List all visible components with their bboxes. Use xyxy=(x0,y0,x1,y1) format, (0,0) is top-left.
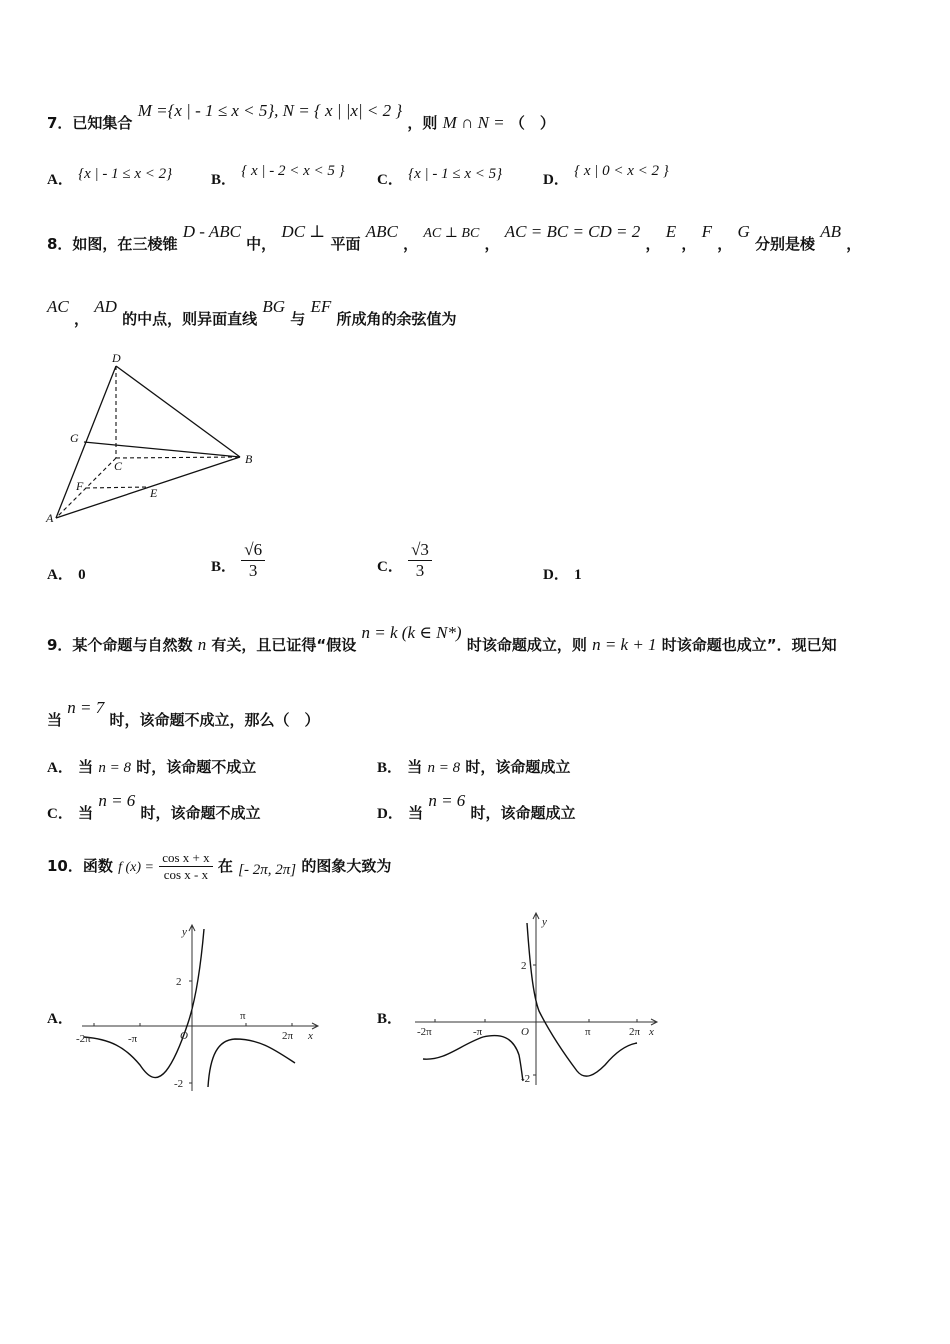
q7-option-a[interactable] xyxy=(47,168,172,189)
q10-fx: f (x) = xyxy=(118,860,154,875)
q8-tail: 所成角的余弦值为 xyxy=(336,310,457,328)
q9-next: n = k + 1 xyxy=(592,635,657,654)
q8-option-b[interactable] xyxy=(211,540,265,581)
tick-label-neg2: -2 xyxy=(174,1078,184,1090)
option-label: A． xyxy=(47,567,73,583)
option-text: {x | - 1 ≤ x < 5} xyxy=(408,166,503,182)
option-text: { x | - 2 < x < 5 } xyxy=(241,163,345,179)
segment-gb xyxy=(84,442,240,457)
option-text: 0 xyxy=(78,567,86,583)
tick-label-neg2: -2 xyxy=(521,1073,531,1085)
label-a: A xyxy=(46,511,54,525)
option-label: D． xyxy=(543,567,569,583)
option-math: n = 6 xyxy=(98,791,136,810)
option-pre: 当 xyxy=(78,758,94,776)
q8-pyramid-figure xyxy=(40,348,270,533)
comma: ， xyxy=(846,235,862,253)
option-fraction xyxy=(408,540,432,581)
option-label: B． xyxy=(211,559,237,575)
fraction-denominator: cos x - x xyxy=(163,867,209,882)
fraction-numerator: cos x + x xyxy=(159,850,212,867)
q8-bg: BG xyxy=(262,297,286,316)
option-pre: 当 xyxy=(408,804,424,822)
q7-then: ，则 xyxy=(407,114,438,132)
q9-option-c[interactable] xyxy=(47,791,261,823)
q9-option-a[interactable] xyxy=(47,756,256,777)
curve-branch-left xyxy=(423,1036,523,1081)
comma: ， xyxy=(645,235,661,253)
option-label: C． xyxy=(377,559,403,575)
option-fraction xyxy=(241,540,265,581)
q8-f: F xyxy=(701,222,713,241)
axis-label-x: x xyxy=(308,1030,313,1042)
comma: ， xyxy=(403,235,419,253)
option-label: A． xyxy=(47,760,73,776)
axis-label-y: y xyxy=(542,916,547,928)
q8-pingmian: 平面 xyxy=(330,235,361,253)
tick-label-neg-2pi: -2π xyxy=(76,1033,91,1045)
q8-dc-perp: DC ⊥ xyxy=(281,222,326,241)
q10-option-a[interactable] xyxy=(47,1007,73,1028)
label-c: C xyxy=(114,459,123,473)
q7-blank: （ ） xyxy=(509,114,555,132)
option-pre: 当 xyxy=(78,804,94,822)
tick-label-2: 2 xyxy=(176,976,182,988)
q7-stem-line xyxy=(47,101,555,133)
q9-part5: 时，该命题不成立，那么（ ） xyxy=(109,711,320,729)
q10-stem-line xyxy=(47,850,391,883)
q9-part2: 有关，且已证得“假设 xyxy=(211,636,357,654)
option-text: {x | - 1 ≤ x < 2} xyxy=(78,166,173,182)
option-label: B． xyxy=(211,172,237,188)
comma: ， xyxy=(717,235,733,253)
option-label: D． xyxy=(543,172,569,188)
label-f: F xyxy=(76,479,84,493)
q7-expr: M ∩ N = xyxy=(442,113,505,132)
q8-fenbie: 分别是棱 xyxy=(755,235,816,253)
option-post: 时，该命题不成立 xyxy=(140,804,261,822)
comma: ， xyxy=(484,235,500,253)
option-label: A． xyxy=(47,1011,73,1027)
option-label: B． xyxy=(377,1011,403,1027)
comma: ， xyxy=(681,235,697,253)
fraction-numerator: √6 xyxy=(241,540,265,561)
q8-ac-perp-bc: AC ⊥ BC xyxy=(423,226,480,241)
q10-tail: 的图象大致为 xyxy=(301,857,392,875)
option-label: D． xyxy=(377,806,403,822)
tick-label-2pi: 2π xyxy=(282,1030,294,1042)
q8-option-d[interactable] xyxy=(543,563,582,584)
option-label: B． xyxy=(377,760,403,776)
tick-label-2pi: 2π xyxy=(629,1026,641,1038)
tick-label-pi: π xyxy=(240,1010,246,1022)
edge-ab xyxy=(56,457,240,518)
comma: ， xyxy=(73,310,89,328)
q8-ac: AC xyxy=(47,297,69,316)
tick-label-pi: π xyxy=(585,1026,591,1038)
q8-zhong: 中， xyxy=(246,235,277,253)
q8-abc: ABC xyxy=(365,222,398,241)
q8-g: G xyxy=(737,222,750,241)
q8-option-c[interactable] xyxy=(377,540,432,581)
option-label: A． xyxy=(47,172,73,188)
option-math: n = 8 xyxy=(427,760,461,776)
q10-option-b[interactable] xyxy=(377,1007,402,1028)
label-e: E xyxy=(150,486,158,500)
q9-part4: 时该命题也成立”．现已知 xyxy=(661,636,837,654)
fraction-denominator: 3 xyxy=(415,561,425,580)
fraction-denominator: 3 xyxy=(248,561,258,580)
q8-ab: AB xyxy=(820,222,842,241)
q9-stem-line xyxy=(47,623,837,655)
q10-interval: [- 2π, 2π] xyxy=(238,862,297,878)
option-post: 时，该命题成立 xyxy=(470,804,576,822)
option-math: n = 6 xyxy=(428,791,466,810)
q10-zai: 在 xyxy=(217,857,233,875)
edge-cb xyxy=(116,457,240,458)
q9-stem-line2 xyxy=(47,698,320,730)
label-b: B xyxy=(245,452,253,466)
origin-label: O xyxy=(521,1026,529,1038)
fraction-numerator: √3 xyxy=(408,540,432,561)
curve-branch-right xyxy=(527,923,637,1076)
q10-graph-a xyxy=(70,915,330,1095)
option-math: n = 8 xyxy=(98,760,131,776)
option-label: C． xyxy=(377,172,403,188)
q8-e: E xyxy=(665,222,677,241)
q9-part3: 时该命题成立，则 xyxy=(466,636,587,654)
q10-fraction xyxy=(159,850,212,883)
curve-branch-right xyxy=(208,1039,295,1087)
q9-dang: 当 xyxy=(47,711,63,729)
axis-label-y: y xyxy=(182,926,187,938)
label-d: D xyxy=(112,351,121,365)
q8-stem-line2 xyxy=(47,297,457,329)
edge-db xyxy=(116,366,240,457)
q7-option-c[interactable] xyxy=(377,168,502,189)
q8-ef: EF xyxy=(310,297,332,316)
q10-graph-b xyxy=(405,905,670,1090)
q8-option-a[interactable] xyxy=(47,563,86,584)
q9-option-d[interactable] xyxy=(377,791,576,823)
q8-ad: AD xyxy=(94,297,117,316)
q8-midpoints: 的中点，则异面直线 xyxy=(122,310,258,328)
q8-yu: 与 xyxy=(290,310,306,328)
q7-stem: 7．已知集合 xyxy=(47,114,133,132)
q10-stem: 10．函数 xyxy=(47,857,113,875)
option-post: 时，该命题不成立 xyxy=(136,758,257,776)
q7-sets: M ={x | - 1 ≤ x < 5}, N = { x | |x| < 2 } xyxy=(137,101,403,120)
option-label: C． xyxy=(47,806,73,822)
q8-lengths: AC = BC = CD = 2 xyxy=(504,222,641,241)
q9-stem: 9．某个命题与自然数 xyxy=(47,636,193,654)
label-g: G xyxy=(70,431,79,445)
axis-label-x: x xyxy=(649,1026,654,1038)
q8-pyramid: D - ABC xyxy=(182,222,241,241)
option-text: { x | 0 < x < 2 } xyxy=(574,163,669,179)
q9-n7: n = 7 xyxy=(67,698,105,717)
q7-option-b[interactable] xyxy=(211,163,345,189)
tick-label-2: 2 xyxy=(521,960,527,972)
q9-n: n xyxy=(197,635,207,654)
option-pre: 当 xyxy=(407,758,423,776)
tick-label-neg-pi: -π xyxy=(128,1033,138,1045)
q8-stem: 8．如图，在三棱锥 xyxy=(47,235,178,253)
q7-option-d[interactable] xyxy=(543,163,669,189)
curve-branch-left xyxy=(84,929,204,1078)
origin-label: O xyxy=(180,1030,188,1042)
tick-label-neg-pi: -π xyxy=(473,1026,483,1038)
q8-stem-line xyxy=(47,222,862,254)
option-text: 1 xyxy=(574,567,582,583)
segment-fe xyxy=(86,487,148,488)
q9-assume: n = k (k ∈ N*) xyxy=(361,623,462,642)
q9-option-b[interactable] xyxy=(377,756,570,777)
option-post: 时，该命题成立 xyxy=(465,758,571,776)
tick-label-neg-2pi: -2π xyxy=(417,1026,432,1038)
